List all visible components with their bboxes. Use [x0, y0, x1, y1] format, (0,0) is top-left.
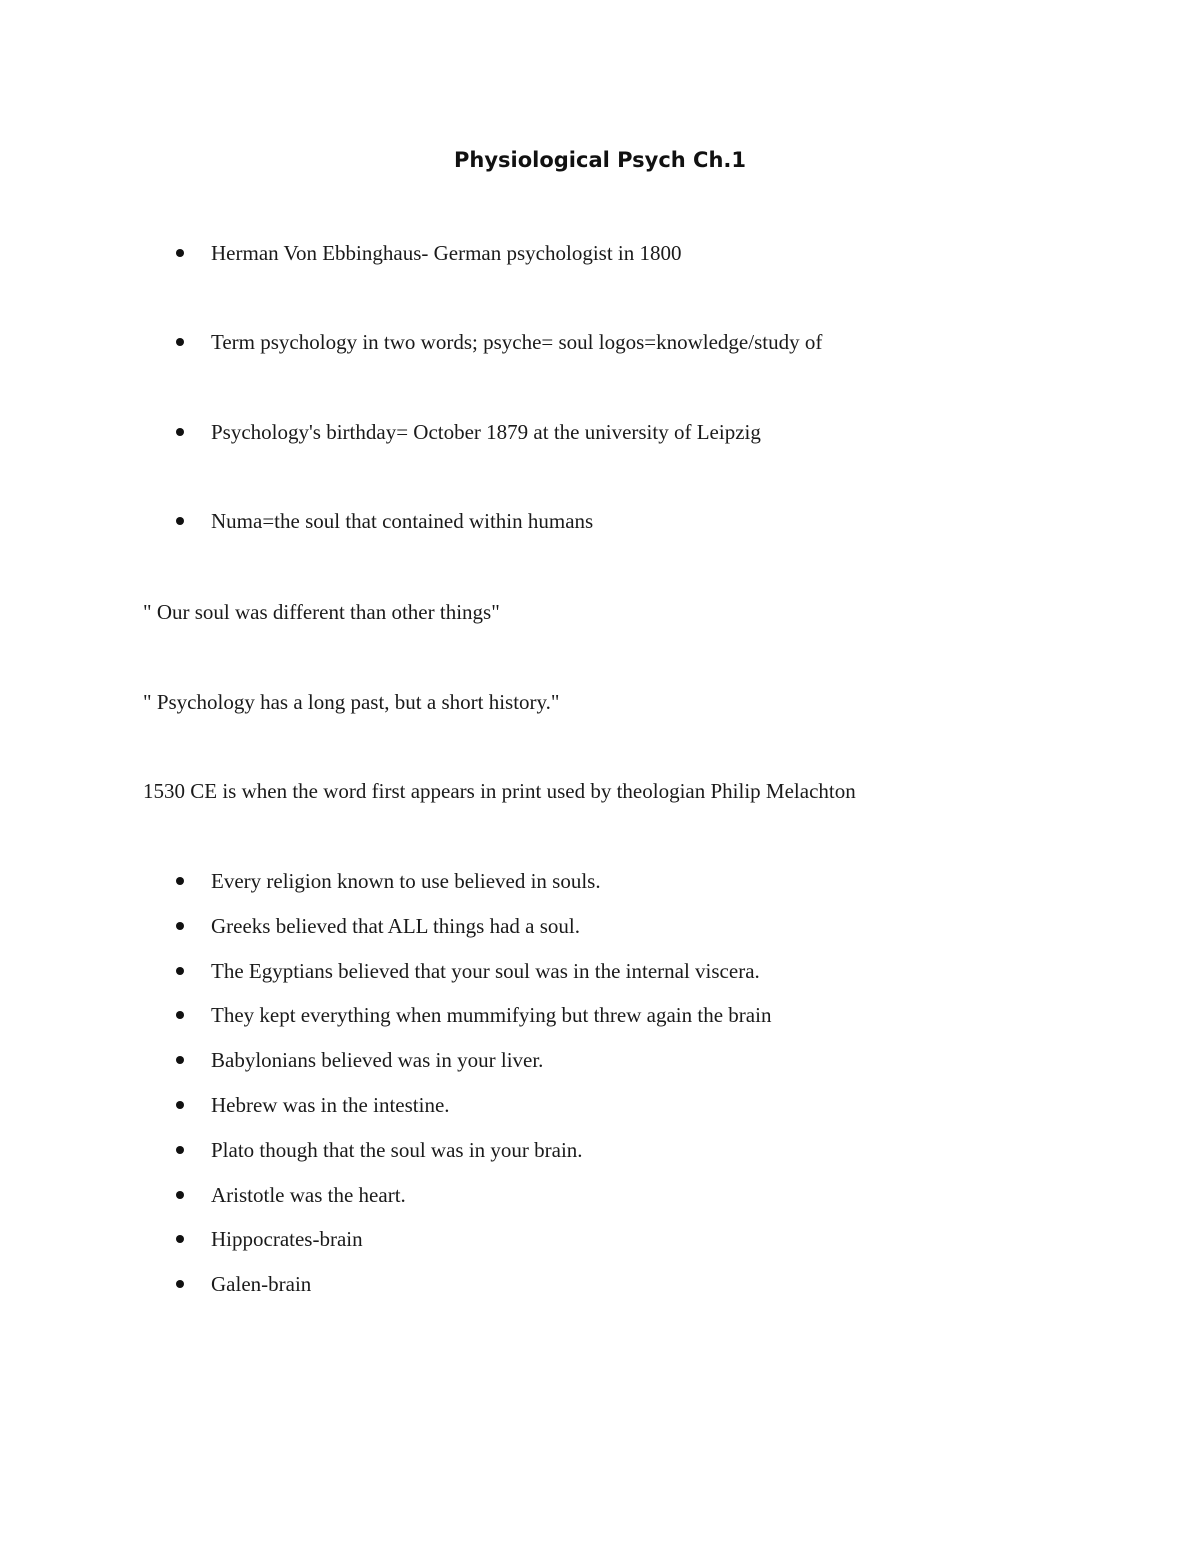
- bullet-icon: [176, 1011, 184, 1019]
- list-item: [0, 1180, 1200, 1210]
- bullet-icon: [176, 1101, 184, 1109]
- list-item: [0, 1224, 1200, 1254]
- list-item: [0, 956, 1200, 986]
- bullet-icon: [176, 249, 184, 257]
- list-item-text: Aristotle was the heart.: [211, 1183, 406, 1207]
- quote-line: " Our soul was different than other things": [143, 600, 500, 624]
- list-item-text: The Egyptians believed that your soul was in the internal viscera.: [211, 959, 760, 983]
- list-item: [0, 506, 1200, 536]
- list-item: [0, 1090, 1200, 1120]
- list-item-text: Hebrew was in the intestine.: [211, 1093, 450, 1117]
- list-item: [0, 238, 1200, 268]
- list-item-text: Numa=the soul that contained within humans: [211, 509, 594, 533]
- list-item-text: They kept everything when mummifying but threw again the brain: [211, 1003, 772, 1027]
- bullet-icon: [176, 517, 184, 525]
- list-item-text: Herman Von Ebbinghaus- German psychologist in 1800: [211, 241, 682, 265]
- bullet-icon: [176, 1056, 184, 1064]
- bullet-icon: [176, 1191, 184, 1199]
- list-item: [0, 1269, 1200, 1299]
- list-item-text: Psychology's birthday= October 1879 at the university of Leipzig: [211, 420, 761, 444]
- bullet-icon: [176, 428, 184, 436]
- list-item-text: Every religion known to use believed in souls.: [211, 869, 601, 893]
- list-item: [0, 327, 1200, 357]
- list-item: [0, 1045, 1200, 1075]
- page-title: Physiological Psych Ch.1: [453, 148, 746, 172]
- bullet-icon: [176, 922, 184, 930]
- bullet-icon: [176, 877, 184, 885]
- list-item: [0, 866, 1200, 896]
- paragraph-line: 1530 CE is when the word first appears in print used by theologian Philip Melachton: [143, 779, 856, 803]
- list-item: [0, 1000, 1200, 1030]
- bullet-icon: [176, 1235, 184, 1243]
- list-item-text: Term psychology in two words; psyche= soul logos=knowledge/study of: [211, 330, 823, 354]
- bullet-icon: [176, 967, 184, 975]
- list-item-text: Greeks believed that ALL things had a soul.: [211, 914, 580, 938]
- list-item: [0, 417, 1200, 447]
- bullet-icon: [176, 1280, 184, 1288]
- list-item-text: Hippocrates-brain: [211, 1227, 363, 1251]
- bullet-icon: [176, 338, 184, 346]
- quote-line: " Psychology has a long past, but a short history.": [143, 690, 560, 714]
- list-item: [0, 1135, 1200, 1165]
- bullet-icon: [176, 1146, 184, 1154]
- list-item: [0, 911, 1200, 941]
- list-item-text: Babylonians believed was in your liver.: [211, 1048, 544, 1072]
- list-item-text: Plato though that the soul was in your brain.: [211, 1138, 583, 1162]
- list-item-text: Galen-brain: [211, 1272, 312, 1296]
